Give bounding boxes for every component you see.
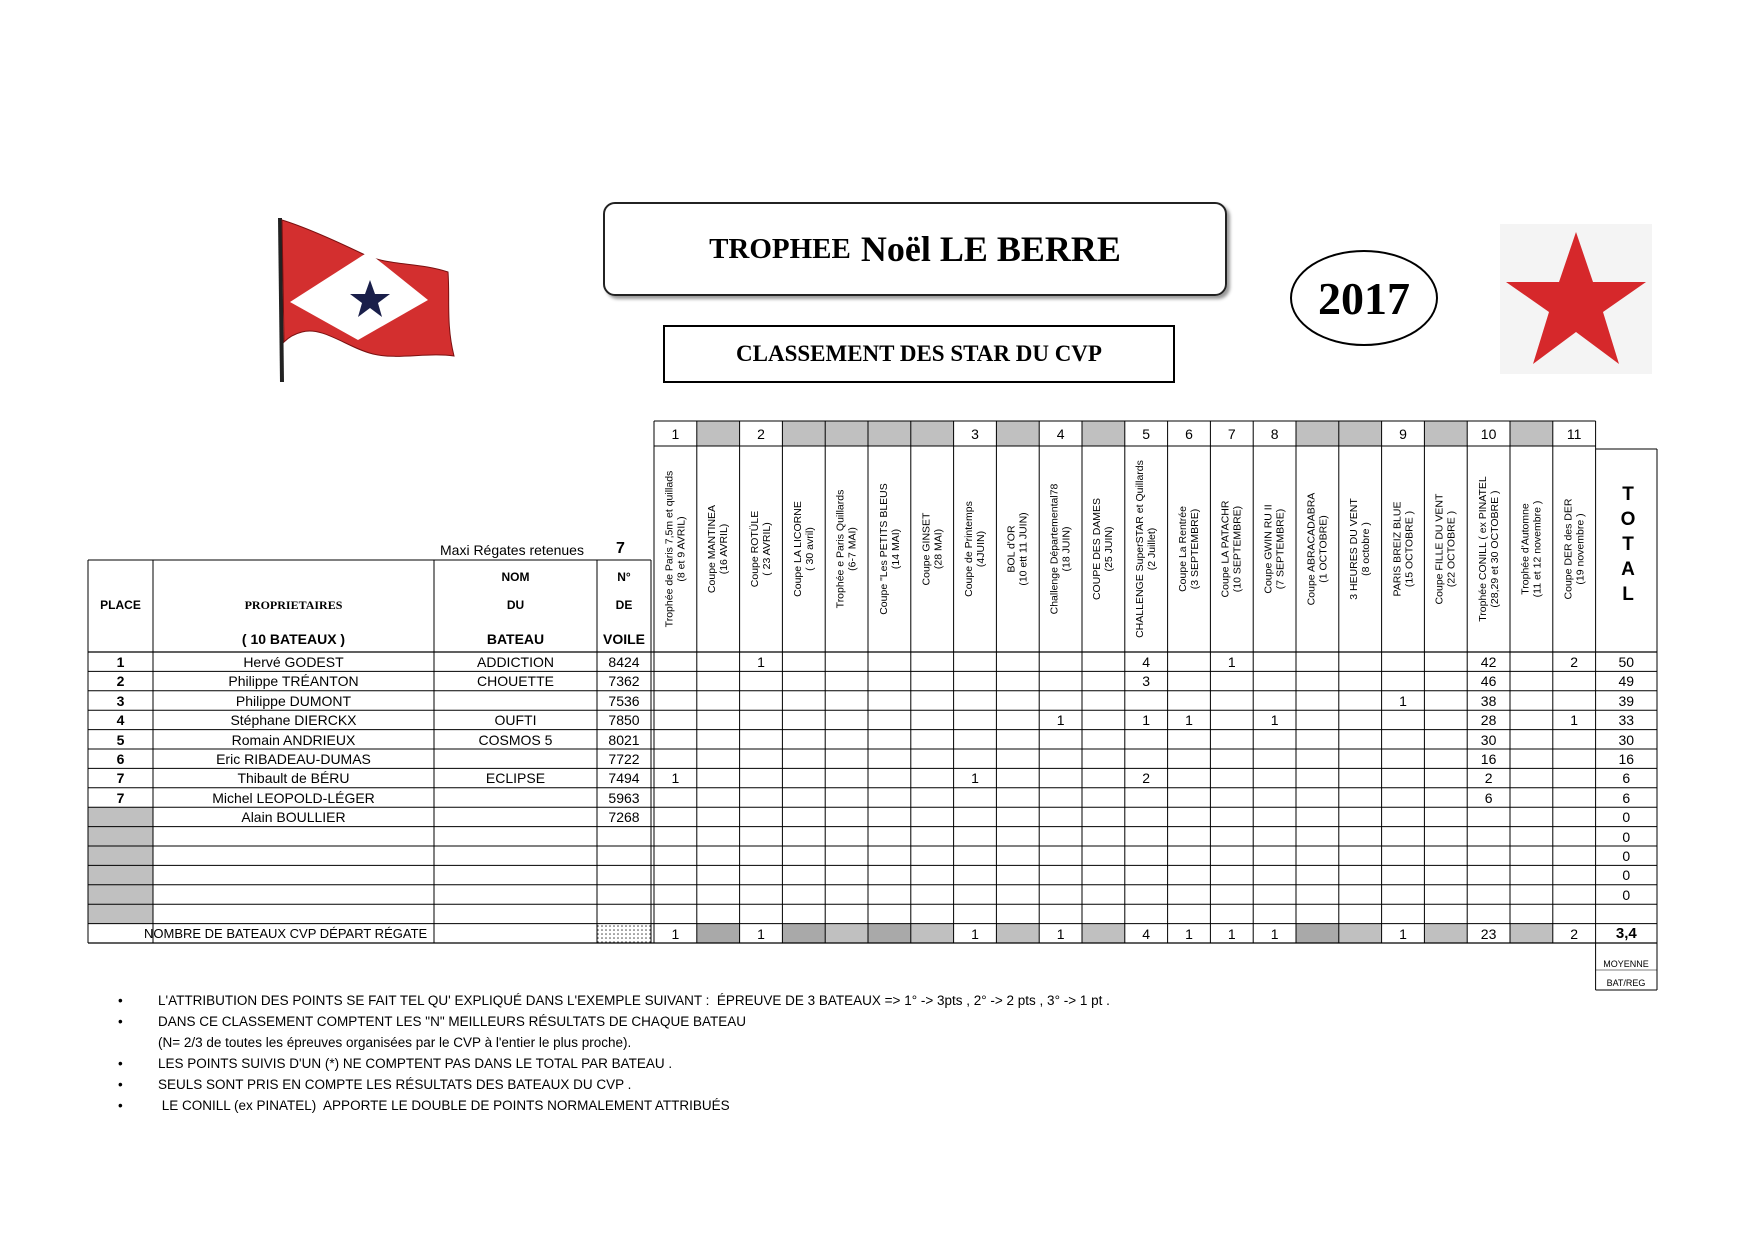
race-header: [740, 448, 783, 650]
race-number: 10: [1480, 426, 1497, 442]
year-badge: 2017: [1290, 250, 1438, 346]
race-name: Challenge Départemental78: [1048, 483, 1061, 615]
race-header: [868, 448, 911, 650]
race-header: [996, 448, 1039, 650]
race-number-shade: [1339, 421, 1382, 446]
total-header-letter: T: [1622, 484, 1634, 505]
sail-header-1: N°: [617, 570, 631, 584]
score-cell: 30: [1480, 731, 1497, 748]
race-number: 6: [1185, 426, 1193, 442]
race-number: 4: [1056, 426, 1065, 442]
place-cell: 7: [116, 770, 125, 787]
place-cell: 2: [116, 673, 125, 690]
sail-cell: 7268: [608, 809, 640, 826]
owner-cell: Eric RIBADEAU-DUMAS: [216, 751, 371, 767]
owner-cell: Stéphane DIERCKX: [230, 712, 357, 729]
owners-count-header: ( 10 BATEAUX ): [241, 631, 346, 647]
race-number: 5: [1142, 426, 1151, 442]
average-label-line1: MOYENNE: [1603, 959, 1649, 969]
footer-count: 1: [671, 925, 680, 942]
sail-header-2: DE: [615, 598, 633, 612]
note-item: [118, 1032, 1110, 1053]
race-header: [1510, 448, 1553, 650]
score-cell: 1: [1227, 654, 1236, 670]
place-cell: 5: [116, 731, 125, 748]
race-name: Trophée CONILL ( ex PINATEL: [1476, 476, 1489, 622]
race-number: 9: [1399, 426, 1407, 442]
total-cell: 0: [1622, 809, 1631, 826]
race-number-shade: [697, 421, 740, 446]
score-cell: 1: [1142, 712, 1151, 729]
score-cell: 1: [1056, 712, 1065, 729]
bullet-icon: •: [118, 993, 123, 1008]
total-header-letter: T: [1622, 534, 1634, 555]
footer-shade: [825, 924, 868, 943]
race-name: Coupe de Printemps: [962, 501, 975, 597]
boat-cell: OUFTI: [494, 712, 537, 729]
total-header-letter: O: [1620, 509, 1636, 530]
race-header: [1467, 448, 1510, 650]
footer-shade: [1510, 924, 1553, 943]
score-cell: 46: [1480, 673, 1497, 690]
total-cell: 39: [1618, 692, 1635, 709]
race-date: ( 30 avril): [803, 527, 816, 571]
subtitle: CLASSEMENT DES STAR DU CVP: [663, 325, 1175, 383]
race-number: 7: [1227, 426, 1236, 442]
race-name: Coupe ROTÜLE: [748, 510, 761, 588]
owners-header: PROPRIETAIRES: [244, 598, 343, 612]
race-number-shade: [782, 421, 825, 446]
race-number-shade: [996, 421, 1039, 446]
average-label-line2: BAT/REG: [1606, 978, 1646, 988]
race-name: Trophée e Paris Quillards: [834, 489, 847, 609]
score-cell: 1: [1270, 712, 1279, 729]
boat-header-2: DU: [506, 598, 525, 612]
total-cell: 16: [1618, 751, 1635, 767]
total-cell: 0: [1622, 828, 1631, 845]
score-cell: 1: [1570, 712, 1579, 729]
total-cell: 0: [1622, 848, 1631, 864]
race-header: [782, 448, 825, 650]
note-item: [118, 990, 1110, 1011]
total-header: [1598, 482, 1658, 607]
empty-place-shade: [88, 827, 153, 846]
footer-shade: [1296, 924, 1339, 943]
footer-shade: [782, 924, 825, 943]
race-header: [1168, 448, 1211, 650]
race-name: Trophée de Paris 7,5m et quillads: [663, 470, 676, 628]
score-cell: 1: [757, 654, 765, 670]
footer-shade: [868, 924, 911, 943]
race-date: (15 OCTOBRE ): [1402, 510, 1415, 588]
note-text: DANS CE CLASSEMENT COMPTENT LES "N" MEILLEURS RÉSULTATS DE CHAQUE BATEAU: [158, 1014, 746, 1029]
total-cell: 33: [1618, 712, 1635, 729]
footer-count: 2: [1570, 925, 1579, 942]
race-header: [1082, 448, 1125, 650]
bullet-icon: •: [118, 1098, 123, 1113]
race-header: [1039, 448, 1082, 650]
footer-count: 1: [1270, 925, 1279, 942]
score-cell: 6: [1484, 789, 1493, 806]
boat-cell: ADDICTION: [477, 654, 554, 670]
score-cell: 38: [1480, 692, 1497, 709]
race-date: (2 Juillet): [1146, 527, 1159, 571]
footer-count: 23: [1480, 925, 1497, 942]
note-item: [118, 1095, 1110, 1116]
race-name: CHALLENGE SuperSTAR et Quillards: [1134, 460, 1147, 638]
bullet-icon: [118, 1032, 158, 1053]
boat-header-3: BATEAU: [486, 631, 545, 647]
place-cell: 7: [116, 789, 125, 806]
boat-cell: CHOUETTE: [477, 673, 554, 690]
sail-cell: 5963: [608, 789, 640, 806]
average-label: [1598, 955, 1654, 993]
race-name: Coupe MANTINEA: [706, 504, 719, 594]
empty-place-shade: [88, 904, 153, 923]
race-number-shade: [1510, 421, 1553, 446]
race-date: (18 JUIN): [1060, 526, 1073, 572]
race-name: 3 HEURES DU VENT: [1348, 498, 1361, 600]
bullet-icon: •: [118, 1056, 123, 1071]
owner-cell: Alain BOULLIER: [241, 809, 346, 826]
race-name: Coupe "Les PETITS BLEUS: [877, 483, 890, 615]
race-name: PARIS BREIZ BLUE: [1390, 501, 1403, 597]
maxi-regates-value: 7: [616, 540, 625, 557]
race-number: 3: [971, 426, 979, 442]
note-item: [118, 1074, 1110, 1095]
footer-shade: [697, 924, 740, 943]
total-cell: 6: [1622, 770, 1631, 787]
race-number: 1: [671, 426, 680, 442]
race-date: (19 novembre ): [1574, 513, 1587, 585]
score-cell: 2: [1142, 770, 1151, 787]
race-date: (7 SEPTEMBRE): [1274, 508, 1287, 590]
sail-footer-dots: [597, 924, 651, 943]
race-name: Coupe GWIN RU II: [1262, 504, 1275, 594]
score-cell: 3: [1142, 673, 1151, 690]
race-number-shade: [868, 421, 911, 446]
owner-cell: Thibault de BÉRU: [237, 770, 350, 787]
note-text: LES POINTS SUIVIS D'UN (*) NE COMPTENT PAS DANS LE TOTAL PAR BATEAU .: [158, 1056, 673, 1071]
title-name: Noël LE BERRE: [860, 229, 1121, 269]
total-cell: 6: [1622, 789, 1631, 806]
race-date: (8 et 9 AVRIL): [675, 516, 688, 582]
score-cell: 28: [1480, 712, 1497, 729]
race-header: [654, 448, 697, 650]
race-header: [911, 448, 954, 650]
total-cell: 0: [1622, 867, 1631, 884]
place-cell: 3: [116, 692, 125, 709]
footer-shade: [996, 924, 1039, 943]
maxi-regates-label: Maxi Régates retenues: [440, 542, 584, 558]
score-cell: 1: [1399, 692, 1407, 709]
bullet-icon: •: [118, 1014, 123, 1029]
note-item: [118, 1011, 1110, 1032]
footer-shade: [1424, 924, 1467, 943]
note-item: [118, 1053, 1110, 1074]
footer-shade: [1339, 924, 1382, 943]
place-header: PLACE: [100, 598, 141, 612]
owner-cell: Philippe DUMONT: [235, 692, 352, 709]
footer-label: NOMBRE DE BATEAUX CVP DÉPART RÉGATE: [144, 925, 428, 941]
race-header: [1424, 448, 1467, 650]
race-number: 2: [757, 426, 765, 442]
race-header: [1553, 448, 1596, 650]
sail-cell: 7722: [608, 751, 640, 767]
race-name: Trophée d'Automne: [1519, 503, 1532, 595]
sail-header-3: VOILE: [602, 631, 645, 647]
score-cell: 1: [1185, 712, 1193, 729]
footer-shade: [911, 924, 954, 943]
total-cell: 0: [1622, 886, 1631, 903]
race-number-shade: [825, 421, 868, 446]
race-date: (6-7 MAI): [846, 527, 859, 571]
race-date: (1 OCTOBRE): [1317, 515, 1330, 583]
race-date: (22 OCTOBRE ): [1445, 510, 1458, 588]
boat-header-1: NOM: [501, 570, 530, 584]
race-date: (28,29 et 30 OCTOBRE ): [1488, 490, 1501, 608]
score-cell: 16: [1480, 751, 1497, 767]
race-date: (25 JUIN): [1103, 526, 1116, 572]
total-header-letter: L: [1622, 584, 1634, 605]
footer-count: 1: [1056, 925, 1065, 942]
race-number-shade: [911, 421, 954, 446]
title-prefix: TROPHEE: [709, 232, 851, 265]
sail-cell: 7536: [608, 692, 640, 709]
owner-cell: Romain ANDRIEUX: [231, 731, 356, 748]
empty-place-shade: [88, 885, 153, 904]
boat-cell: ECLIPSE: [485, 770, 546, 787]
total-cell: 30: [1618, 731, 1635, 748]
sail-cell: 7494: [608, 770, 640, 787]
sail-cell: 8021: [608, 731, 640, 748]
score-cell: 4: [1142, 654, 1151, 670]
bullet-icon: •: [118, 1077, 123, 1092]
empty-place-shade: [88, 807, 153, 826]
race-header: [1253, 448, 1296, 650]
total-cell: 50: [1618, 654, 1635, 670]
race-number-shade: [1082, 421, 1125, 446]
footer-count: 1: [1227, 925, 1236, 942]
race-name: Coupe ABRACADABRA: [1305, 492, 1318, 606]
footer-count: 1: [757, 925, 765, 942]
place-cell: 1: [116, 654, 125, 670]
note-text: LE CONILL (ex PINATEL) APPORTE LE DOUBLE DE POINTS NORMALEMENT ATTRIBUÉS: [158, 1098, 730, 1113]
race-date: (8 octobre ): [1360, 522, 1373, 576]
race-name: Coupe LA PATACHR: [1219, 500, 1232, 598]
race-name: Coupe FILLE DU VENT: [1433, 493, 1446, 605]
race-header: [1296, 448, 1339, 650]
race-date: (14 MAI): [889, 528, 902, 570]
score-cell: 2: [1570, 654, 1579, 670]
sail-cell: 7362: [608, 673, 640, 690]
race-number: 11: [1566, 426, 1582, 442]
race-date: (28 MAI): [932, 528, 945, 570]
score-cell: 1: [971, 770, 979, 787]
race-date: (4JUIN): [974, 530, 987, 568]
race-name: Coupe GINSET: [920, 512, 933, 586]
empty-place-shade: [88, 846, 153, 865]
owner-cell: Michel LEOPOLD-LÉGER: [212, 789, 375, 806]
race-date: (16 AVRIL): [718, 523, 731, 575]
footer-count: 1: [1399, 925, 1407, 942]
race-header: [825, 448, 868, 650]
race-header: [1210, 448, 1253, 650]
race-date: ( 23 AVRIL): [760, 522, 773, 576]
race-date: (3 SEPTEMBRE): [1189, 508, 1201, 590]
place-cell: 4: [116, 712, 125, 729]
score-cell: 42: [1480, 654, 1497, 670]
note-text: (N= 2/3 de toutes les épreuves organisées par le CVP à l'entier le plus proche).: [158, 1035, 632, 1050]
sail-cell: 8424: [608, 654, 640, 670]
race-header: [954, 448, 997, 650]
race-name: COUPE DES DAMES: [1091, 497, 1104, 601]
race-date: (10 ett 11 JUIN): [1017, 512, 1030, 586]
footer-shade: [1082, 924, 1125, 943]
boat-cell: COSMOS 5: [478, 731, 553, 748]
notes-list: [118, 990, 1110, 1116]
race-header: [1125, 448, 1168, 650]
average-value: 3,4: [1615, 924, 1637, 942]
score-cell: 1: [671, 770, 680, 787]
total-header-letter: A: [1621, 559, 1635, 580]
place-cell: 6: [116, 751, 125, 767]
race-header: [1339, 448, 1382, 650]
footer-count: 1: [1185, 925, 1193, 942]
race-date: (10 SEPTEMBRE): [1231, 505, 1244, 593]
race-number-shade: [1296, 421, 1339, 446]
race-date: (11 et 12 novembre ): [1531, 500, 1544, 598]
race-number: 8: [1270, 426, 1279, 442]
note-text: L'ATTRIBUTION DES POINTS SE FAIT TEL QU' EXPLIQUÉ DANS L'EXEMPLE SUIVANT : ÉPREUVE DE 3 BATEAUX => 1° -> 3pts , 2° -> 2 pts , 3° -> 1 pt .: [158, 993, 1110, 1008]
owner-cell: Hervé GODEST: [243, 654, 344, 670]
race-header: [697, 448, 740, 650]
race-name: Coupe LA LICORNE: [791, 501, 804, 597]
race-header: [1382, 448, 1425, 650]
race-name: BOL d'OR: [1005, 525, 1018, 573]
footer-count: 1: [971, 925, 979, 942]
note-text: SEULS SONT PRIS EN COMPTE LES RÉSULTATS DES BATEAUX DU CVP .: [158, 1077, 632, 1092]
empty-place-shade: [88, 865, 153, 884]
owner-cell: Philippe TRÉANTON: [228, 673, 359, 690]
race-number-shade: [1424, 421, 1467, 446]
score-cell: 2: [1484, 770, 1493, 787]
total-cell: 49: [1618, 673, 1635, 690]
sail-cell: 7850: [608, 712, 640, 729]
race-name: Coupe DER des DER: [1562, 498, 1575, 600]
race-name: Coupe La Rentrée: [1177, 506, 1189, 592]
footer-count: 4: [1142, 925, 1151, 942]
